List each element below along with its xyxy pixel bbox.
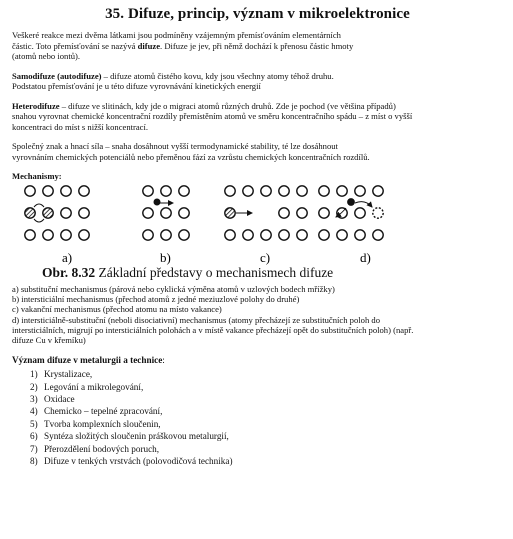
list-item-text: Difuze v tenkých vrstvách (polovodičová technika) — [44, 456, 233, 467]
list-item-text: Chemicko – tepelné zpracování, — [44, 406, 163, 417]
heterodiffusion-line — [12, 111, 503, 122]
intro-line — [12, 41, 503, 52]
intro-text-1: Veškeré reakce mezi dvěma látkami jsou podmíněny vzájemným přemísťováním elementárních — [12, 30, 341, 40]
list-item-text: Legování a mikrolegování, — [44, 381, 144, 392]
mechanism-list-line: b) intersticiální mechanismus (přechod atomů z jedné meziuzlové polohy do druhé) — [12, 294, 300, 305]
list-item — [30, 455, 503, 467]
figure-label-a: a) — [62, 250, 73, 265]
mechanism-b-diagram — [143, 186, 189, 240]
list-item — [30, 381, 503, 393]
list-item — [30, 418, 503, 430]
list-item-number: 4) — [30, 406, 38, 417]
significance-heading-text: Význam difuze v metalurgii a technice — [12, 355, 163, 366]
list-item-number: 7) — [30, 443, 38, 454]
heterodiffusion-line — [12, 122, 503, 133]
heterodiffusion-paragraph — [12, 101, 503, 133]
term-heterodifuze: Heterodifuze — [12, 100, 60, 111]
mechanism-list-line: intersticiálních, migrují po intersticiálních polohách a v místě vakance přecházejí opět do substitučních poloh) (např. — [12, 324, 414, 335]
mechanism-list-line: difuze Cu v křemíku) — [12, 335, 86, 346]
significance-heading-colon: : — [162, 355, 165, 366]
list-item-number: 8) — [30, 456, 38, 467]
list-item — [30, 405, 503, 417]
selfdiffusion-text-1: – difuze atomů čistého kovu, kdy jsou všechny atomy téhož druhu. — [101, 70, 334, 81]
driving-force-text-2: vyrovnáním chemických potenciálů nebo přeměnou fází za vzrůstu chemických koncentračních rozdílů. — [12, 151, 370, 162]
page-title: 35. Difuze, princip, význam v mikroelektronice — [105, 6, 410, 22]
driving-force-line — [12, 152, 503, 163]
selfdiffusion-line — [12, 81, 503, 92]
selfdiffusion-line — [12, 71, 503, 82]
list-item — [30, 443, 503, 455]
mechanisms-heading: Mechanismy: — [12, 171, 62, 181]
driving-force-text-1: Společný znak a hnací síla – snaha dosáhnout vyšší termodynamické stability, té lze dosáhnout — [12, 141, 338, 151]
list-item-text: Oxidace — [44, 394, 75, 405]
intro-text-2: částic. Toto přemísťování se nazývá — [12, 40, 136, 51]
heterodiffusion-text-2: snahou vyrovnat chemické koncentrační rozdíly přemístěním atomů ve směru koncentračního spádu – z míst o vyšší — [12, 111, 413, 121]
mechanism-list-line: d) intersticiálně-substituční (neboli disociativní) mechanismus (atomy přecházejí ze substitučních poloh do — [12, 314, 381, 325]
mechanism-d-diagram — [319, 186, 383, 240]
list-item-number: 6) — [30, 431, 38, 442]
selfdiffusion-paragraph — [12, 71, 503, 92]
list-item-text: Krystalizace, — [44, 369, 93, 380]
list-item — [30, 393, 503, 405]
term-samodifuze: Samodifuze (autodifuze) — [12, 70, 102, 81]
significance-heading — [12, 355, 503, 365]
mechanism-list — [12, 284, 503, 345]
list-item-text: Syntéza složitých sloučenin práškovou metalurgií, — [44, 431, 229, 442]
driving-force-line — [12, 141, 503, 152]
list-item — [30, 430, 503, 442]
intro-text-3: . Difuze je jev, při němž dochází k přenosu částic hmoty — [160, 40, 354, 51]
mechanism-c-diagram — [225, 186, 307, 240]
mechanism-list-line: a) substituční mechanismus (párová nebo cyklická výměna atomů v uzlových bodech mřížky) — [12, 284, 335, 294]
figure-caption-text: Základní představy o mechanismech difuze — [95, 265, 334, 280]
diffusion-mechanisms-figure — [20, 183, 490, 265]
heterodiffusion-line — [12, 101, 503, 112]
list-item-text: Tvorba komplexních sloučenin, — [44, 418, 161, 429]
intro-line — [12, 30, 503, 41]
figure-caption — [42, 265, 503, 281]
list-item-number: 2) — [30, 381, 38, 392]
list-item-text: Přerozdělení bodových poruch, — [44, 443, 160, 454]
heterodiffusion-text-1: – difuze ve slitinách, kdy jde o migraci atomů různých druhů. Zde je pochod (ve většina případů) — [59, 100, 396, 111]
list-item — [30, 368, 503, 380]
figure-label-b: b) — [160, 250, 171, 265]
intro-line — [12, 51, 503, 62]
figure-number: Obr. 8.32 — [42, 265, 96, 280]
significance-list — [12, 368, 503, 467]
heterodiffusion-text-3: koncentraci do míst s nižší koncentrací. — [12, 121, 149, 132]
driving-force-paragraph — [12, 141, 503, 162]
list-item-number: 3) — [30, 394, 38, 405]
figure-label-d: d) — [360, 250, 371, 265]
list-item-number: 1) — [30, 369, 38, 380]
figure-label-c: c) — [260, 250, 271, 265]
term-difuze: difuze — [137, 40, 161, 51]
intro-text-4: (atomů nebo iontů). — [12, 51, 81, 61]
mechanism-a-diagram — [25, 186, 89, 240]
mechanism-list-line: c) vakanční mechanismus (přechod atomu na místo vakance) — [12, 304, 222, 315]
list-item-number: 5) — [30, 418, 38, 429]
intro-paragraph — [12, 30, 503, 62]
selfdiffusion-text-2: Podstatou přemísťování je u této difuze vyrovnávání kinetických energií — [12, 81, 261, 91]
